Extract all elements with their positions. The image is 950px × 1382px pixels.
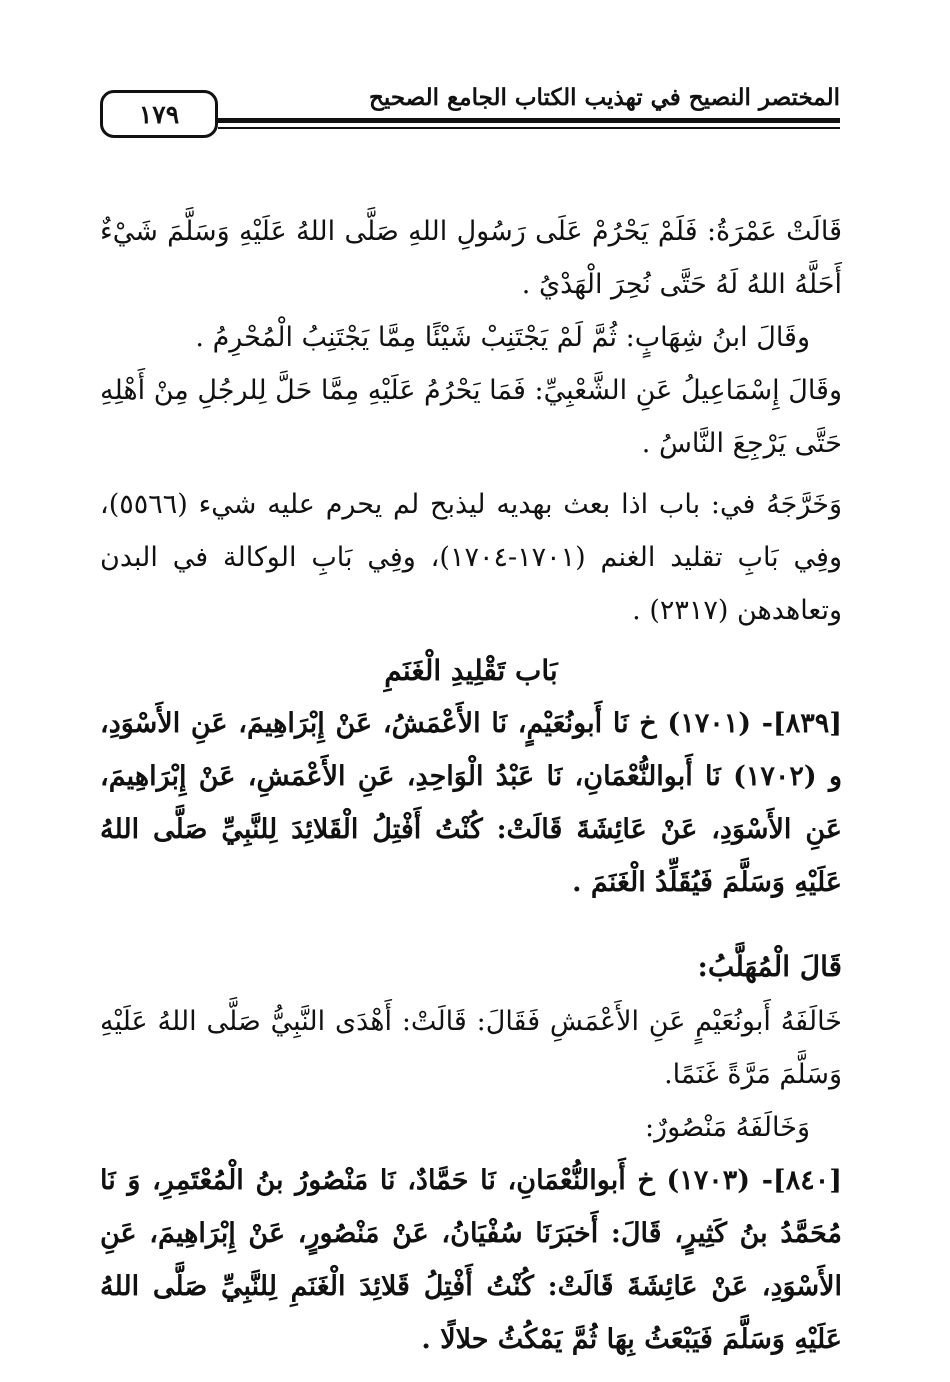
- paragraph-ibn-shihab: وقَالَ ابنُ شِهَابٍ: ثُمَّ لَمْ يَجْتَنِبْ شَيْئًا مِمَّا يَجْتَنِبُ الْمُحْرِمُ .: [195, 322, 810, 353]
- spacer: [100, 470, 842, 478]
- hadith-839: [٨٣٩]- (١٧٠١) خ نَا أَبونُعَيْمٍ، نَا الأَعْمَشُ، عَنْ إِبْرَاهِيمَ، عَنِ الأَسْوَدِ، و (١٧٠٢) نَا أَبوالنُّعْمَانِ، نَا عَبْدُ الْوَاحِدِ، عَنِ الأَعْمَشِ، عَنْ إِبْرَاهِيمَ، عَنِ الأَسْوَدِ، عَنْ عَائِشَةَ قَالَتْ: كُنْتُ أَفْتِلُ الْقَلائِدَ لِلنَّبِيِّ صَلَّى اللهُ عَلَيْهِ وَسَلَّمَ فَيُقَلِّدُ الْغَنَمَ .: [100, 708, 842, 898]
- hadith-840: [٨٤٠]- (١٧٠٣) خ أَبوالنُّعْمَانِ، نَا حَمَّادٌ، نَا مَنْصُورُ بنُ الْمُعْتَمِرِ، وَ نَا مُحَمَّدُ بنُ كَثِيرٍ، قَالَ: أَخبَرَنَا سُفْيَانُ، عَنْ مَنْصُورٍ، عَنْ إِبْرَاهِيمَ، عَنِ الأَسْوَدِ، عَنْ عَائِشَةَ قَالَتْ: كُنْتُ أَفْتِلُ قَلائِدَ الْغَنَمِ لِلنَّبِيِّ صَلَّى اللهُ عَلَيْهِ وَسَلَّمَ فَيَبْعَثُ بِهَا ثُمَّ يَمْكُثُ حلالًا .: [100, 1165, 842, 1355]
- spacer: [100, 909, 842, 939]
- header-rule-thick: [218, 118, 840, 123]
- paragraph-amra: قَالَتْ عَمْرَةُ: فَلَمْ يَحْرُمْ عَلَى رَسُولِ اللهِ صَلَّى اللهُ عَلَيْهِ وَسَلَّمَ شَيْءٌ أَحَلَّهُ اللهُ لَهُ حَتَّى نُحِرَ الْهَدْيُ .: [100, 216, 842, 300]
- paragraph-takhrij: وَخَرَّجَهُ في: باب اذا بعث بهديه ليذبح لم يحرم عليه شيء (٥٥٦٦)، وفِي بَابِ تقليد الغنم (١٧٠١-١٧٠٤)، وفِي بَابِ الوكالة في البدن وتعاهدهن (٢٣١٧) .: [100, 489, 842, 626]
- page-number: ١٧٩: [138, 99, 180, 129]
- paragraph-ismail: وقَالَ إِسْمَاعِيلُ عَنِ الشَّعْبِيِّ: فَمَا يَحْرُمُ عَلَيْهِ مِمَّا حَلَّ لِلرجُلِ مِنْ أَهْلِهِ حَتَّى يَرْجِعَ النَّاسُ .: [100, 375, 842, 459]
- page-header: [100, 80, 840, 150]
- page-body: [100, 205, 842, 1366]
- running-title: المختصر النصيح في تهذيب الكتاب الجامع الصحيح: [369, 84, 840, 111]
- page-number-box: [100, 90, 218, 138]
- paragraph-abu-nuaym: خَالَفَهُ أَبونُعَيْمٍ عَنِ الأَعْمَشِ فَقَالَ: قَالَتْ: أَهْدَى النَّبِيُّ صَلَّى اللهُ عَلَيْهِ وَسَلَّمَ مَرَّةً غَنَمًا.: [100, 1006, 842, 1090]
- subheading-muhallab: قَالَ الْمُهَلَّبُ:: [697, 950, 842, 983]
- header-rule-thin: [218, 127, 840, 129]
- paragraph-mansur: وَخَالَفَهُ مَنْصُورٌ:: [644, 1112, 810, 1143]
- chapter-heading: بَاب تَقْلِيدِ الْغَنَمِ: [384, 654, 558, 687]
- spacer: [100, 637, 842, 645]
